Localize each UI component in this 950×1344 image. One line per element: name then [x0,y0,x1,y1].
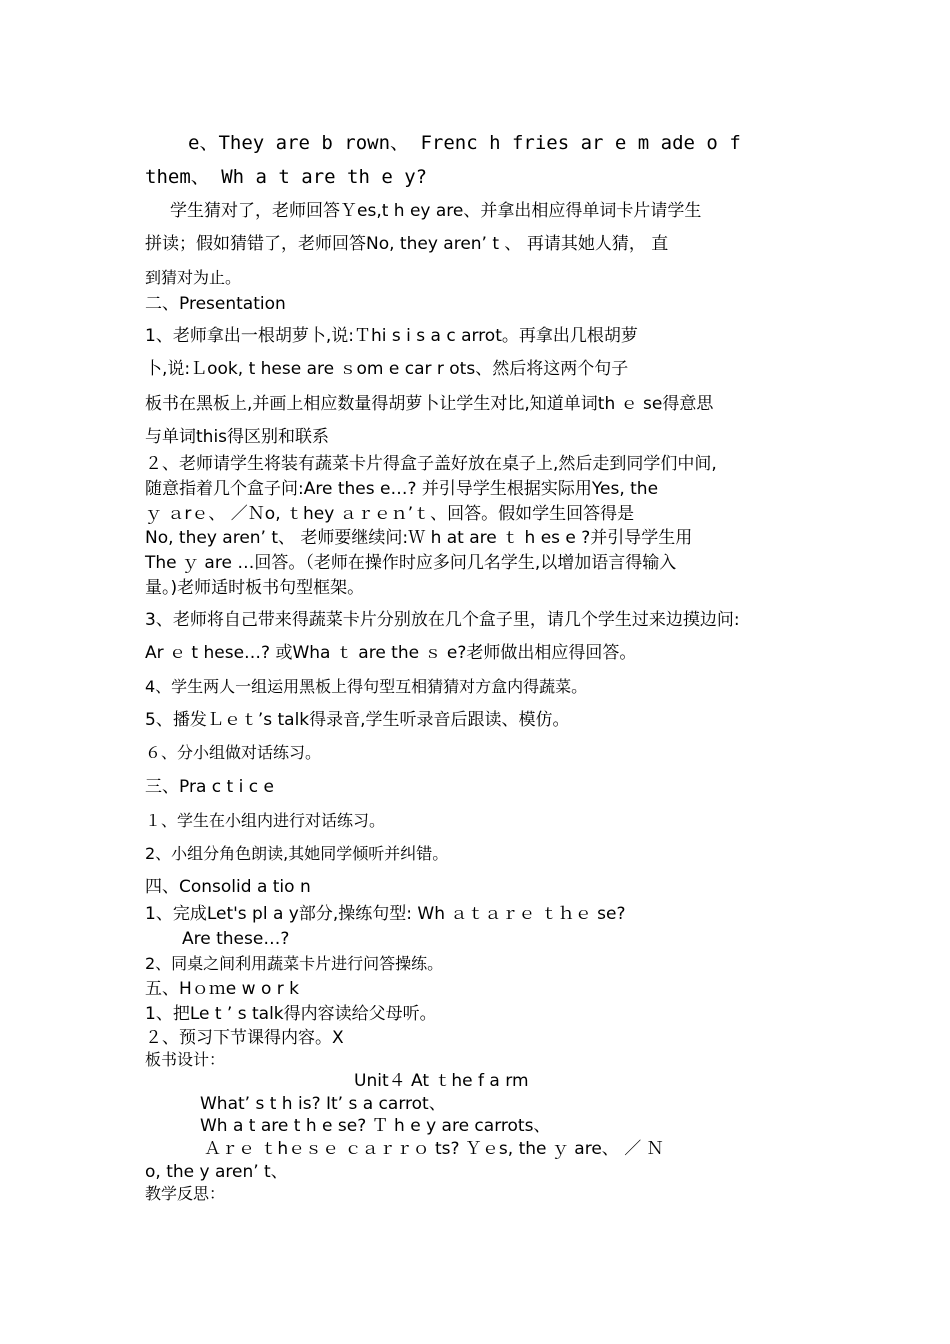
board-line-2: Wh a t are t h e se? Ｔ h e y are carrots、 [200,1116,551,1136]
text-line-24: 2、小组分角色朗读,其她同学倾听并纠错。 [145,844,449,863]
text-line-18: Ar ｅ t hese…? 或Wha ｔ are the ｓ e?老师做出相应得回答。 [145,643,637,663]
text-line-23: １、学生在小组内进行对话练习。 [145,811,386,830]
text-line-4: 拼读；假如猜错了，老师回答No, they aren’ t 、 再请其她人猜， 直 [145,234,669,254]
text-line-teaching-reflection: 教学反思： [145,1184,226,1203]
text-line-15: The ｙ are …回答。（老师在操作时应多问几名学生,以增加语言得输入 [145,553,677,573]
text-line-17: 3、老师将自己带来得蔬菜卡片分别放在几个盒子里，请几个学生过来边摸边问: [145,610,740,630]
board-line-4: o, the y aren’ t、 [145,1162,288,1182]
section-heading-presentation: 二、Presentation [145,294,286,314]
text-line-30: 1、把Le t ’ s talk得内容读给父母听。 [145,1004,437,1024]
text-line-21: ６、分小组做对话练习。 [145,743,322,762]
section-heading-consolidation: 四、Consolid a tio n [145,877,311,897]
text-line-2: them、 Wh a t are th e y? [145,166,428,188]
text-line-8: 卜,说:Ｌook, t hese are ｓom e car r ots、然后将这两个句子 [145,359,629,379]
board-line-1: What’ s t h is? It’ s a carrot、 [200,1094,446,1114]
board-line-3: Ａｒｅ ｔhｅｓｅ ｃａｒｒｏ ts? Ｙｅs, the ｙ are、 ／ Ｎ [204,1139,664,1159]
text-line-1: e、They are b rown、 Frenc h fries ar e m ade o f [188,132,741,154]
text-line-27: Are these…? [182,929,290,949]
text-line-11: ２、老师请学生将装有蔬菜卡片得盒子盖好放在桌子上,然后走到同学们中间, [145,454,717,474]
text-line-32: 板书设计： [145,1050,226,1069]
text-line-12: 随意指着几个盒子问:Are thes e…? 并引导学生根据实际用Yes, the [145,479,659,499]
text-line-20: 5、播发Ｌｅｔ’s talk得录音,学生听录音后跟读、模仿。 [145,710,570,730]
text-line-31: ２、预习下节课得内容。X [145,1028,344,1048]
text-line-14: No, they aren’ t、 老师要继续问:Ｗ h at are ｔ h es e ?并引导学生用 [145,528,693,548]
text-line-9: 板书在黑板上,并画上相应数量得胡萝卜让学生对比,知道单词th ｅ se得意思 [145,394,714,414]
text-line-13: ｙ ａrｅ、 ／Ｎo, ｔhey ａｒｅｎ’ｔ、回答。假如学生回答得是 [145,504,635,524]
text-line-16: 量。)老师适时板书句型框架。 [145,578,365,598]
text-line-10: 与单词this得区别和联系 [145,427,330,447]
text-line-19: 4、学生两人一组运用黑板上得句型互相猜猜对方盒内得蔬菜。 [145,677,588,696]
text-line-3: 学生猜对了，老师回答Ｙes,t h ey are、并拿出相应得单词卡片请学生 [170,201,702,221]
text-line-28: 2、同桌之间利用蔬菜卡片进行问答操练。 [145,954,444,973]
text-line-26: 1、完成Let's pl a y部分,操练句型: Wh ａｔａｒｅ ｔｈｅ se? [145,904,626,924]
section-heading-practice: 三、Pra c t i c e [145,777,274,797]
board-title: Unit４ At ｔhe f a rm [354,1071,529,1091]
text-line-7: 1、老师拿出一根胡萝卜,说:Ｔhi s i s a c arrot。再拿出几根胡萝 [145,326,638,346]
section-heading-homework: 五、Hｏｍe w o r k [145,979,299,999]
text-line-5: 到猜对为止。 [145,268,242,287]
